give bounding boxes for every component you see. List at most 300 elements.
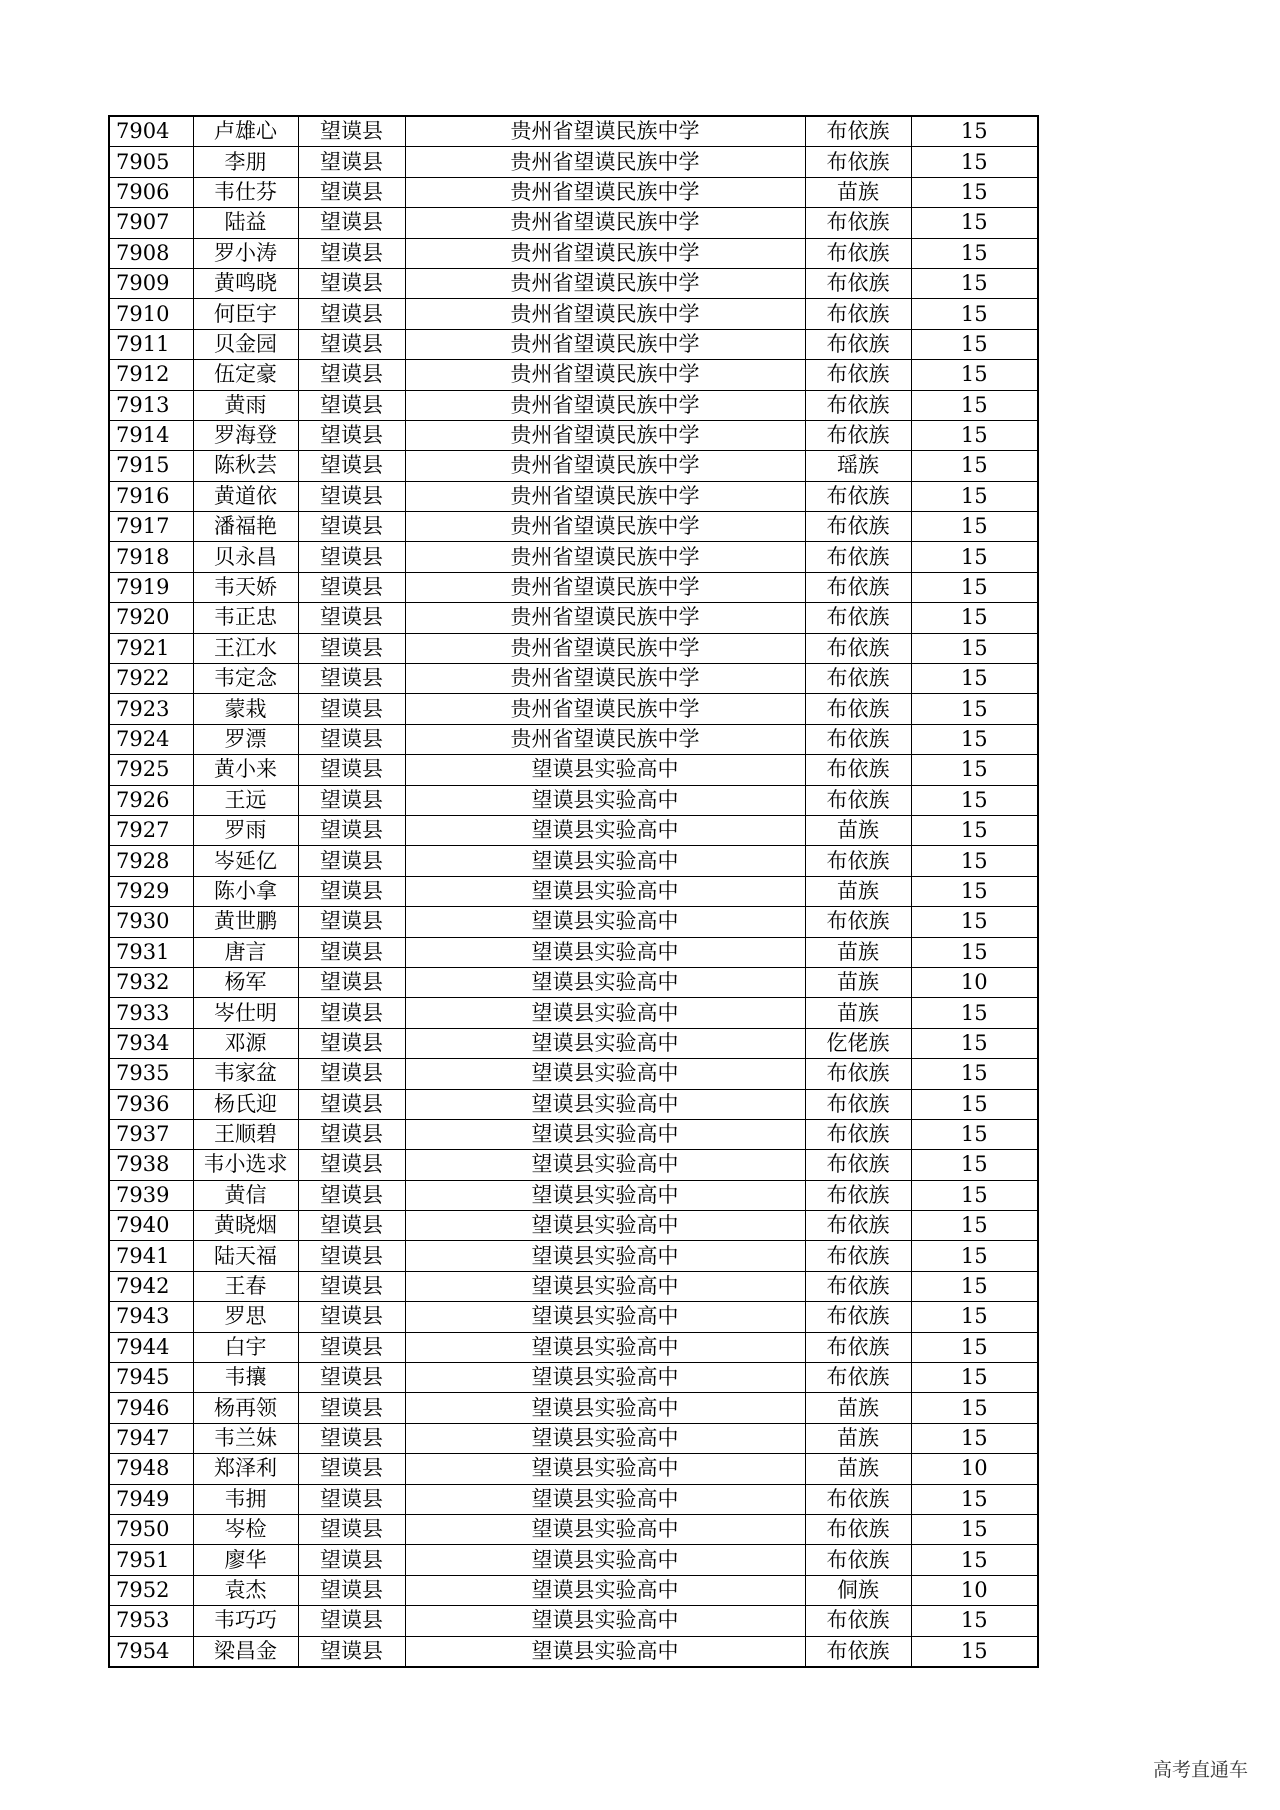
candidate-table-body [109,116,1038,1667]
school-cell: 望谟县实验高中 [405,1180,805,1210]
county-cell: 望谟县 [298,1575,405,1605]
candidate-id-cell: 7949 [109,1484,193,1514]
table-row [109,967,1038,997]
name-cell: 唐言 [193,937,298,967]
table-row [109,1606,1038,1636]
points-cell: 15 [911,1332,1038,1362]
table-row [109,785,1038,815]
ethnicity-cell: 布依族 [805,1241,911,1271]
name-cell: 白宇 [193,1332,298,1362]
ethnicity-cell: 布依族 [805,268,911,298]
points-cell: 15 [911,1423,1038,1453]
candidate-table [108,115,1039,1668]
points-cell: 15 [911,238,1038,268]
candidate-id-cell: 7925 [109,755,193,785]
candidate-id-cell: 7915 [109,451,193,481]
candidate-id-cell: 7939 [109,1180,193,1210]
points-cell: 15 [911,603,1038,633]
county-cell: 望谟县 [298,1180,405,1210]
ethnicity-cell: 布依族 [805,755,911,785]
table-row [109,238,1038,268]
table-row [109,876,1038,906]
points-cell: 15 [911,542,1038,572]
points-cell: 15 [911,633,1038,663]
school-cell: 望谟县实验高中 [405,1636,805,1667]
points-cell: 15 [911,876,1038,906]
candidate-id-cell: 7935 [109,1059,193,1089]
table-row [109,542,1038,572]
school-cell: 望谟县实验高中 [405,967,805,997]
ethnicity-cell: 瑶族 [805,451,911,481]
county-cell: 望谟县 [298,664,405,694]
table-row [109,116,1038,147]
candidate-id-cell: 7923 [109,694,193,724]
points-cell: 15 [911,1211,1038,1241]
table-row [109,420,1038,450]
school-cell: 贵州省望谟民族中学 [405,208,805,238]
candidate-id-cell: 7947 [109,1423,193,1453]
points-cell: 15 [911,268,1038,298]
table-row [109,1636,1038,1667]
watermark-text: 高考直通车 [1152,1759,1248,1781]
candidate-id-cell: 7922 [109,664,193,694]
candidate-id-cell: 7917 [109,512,193,542]
candidate-id-cell: 7952 [109,1575,193,1605]
school-cell: 贵州省望谟民族中学 [405,360,805,390]
school-cell: 贵州省望谟民族中学 [405,542,805,572]
candidate-id-cell: 7927 [109,815,193,845]
candidate-id-cell: 7943 [109,1302,193,1332]
ethnicity-cell: 布依族 [805,907,911,937]
county-cell: 望谟县 [298,876,405,906]
ethnicity-cell: 布依族 [805,785,911,815]
name-cell: 韦攘 [193,1363,298,1393]
points-cell: 15 [911,208,1038,238]
county-cell: 望谟县 [298,208,405,238]
school-cell: 望谟县实验高中 [405,1606,805,1636]
candidate-id-cell: 7908 [109,238,193,268]
ethnicity-cell: 布依族 [805,1119,911,1149]
name-cell: 王江水 [193,633,298,663]
points-cell: 15 [911,390,1038,420]
points-cell: 15 [911,694,1038,724]
name-cell: 岑延亿 [193,846,298,876]
name-cell: 罗小涛 [193,238,298,268]
points-cell: 15 [911,329,1038,359]
candidate-id-cell: 7942 [109,1271,193,1301]
candidate-id-cell: 7953 [109,1606,193,1636]
school-cell: 望谟县实验高中 [405,1363,805,1393]
ethnicity-cell: 布依族 [805,299,911,329]
county-cell: 望谟县 [298,1211,405,1241]
candidate-id-cell: 7919 [109,572,193,602]
table-row [109,390,1038,420]
school-cell: 望谟县实验高中 [405,876,805,906]
ethnicity-cell: 苗族 [805,937,911,967]
school-cell: 望谟县实验高中 [405,755,805,785]
table-row [109,299,1038,329]
name-cell: 王远 [193,785,298,815]
ethnicity-cell: 布依族 [805,1271,911,1301]
county-cell: 望谟县 [298,967,405,997]
candidate-id-cell: 7944 [109,1332,193,1362]
points-cell: 15 [911,1059,1038,1089]
table-row [109,1180,1038,1210]
name-cell: 岑仕明 [193,998,298,1028]
table-row [109,846,1038,876]
school-cell: 望谟县实验高中 [405,907,805,937]
name-cell: 李朋 [193,147,298,177]
county-cell: 望谟县 [298,785,405,815]
table-row [109,1271,1038,1301]
ethnicity-cell: 苗族 [805,815,911,845]
school-cell: 贵州省望谟民族中学 [405,481,805,511]
school-cell: 贵州省望谟民族中学 [405,724,805,754]
candidate-id-cell: 7937 [109,1119,193,1149]
table-row [109,1363,1038,1393]
ethnicity-cell: 布依族 [805,1211,911,1241]
table-row [109,1028,1038,1058]
ethnicity-cell: 布依族 [805,390,911,420]
county-cell: 望谟县 [298,1363,405,1393]
county-cell: 望谟县 [298,177,405,207]
county-cell: 望谟县 [298,633,405,663]
county-cell: 望谟县 [298,572,405,602]
candidate-id-cell: 7914 [109,420,193,450]
candidate-id-cell: 7950 [109,1514,193,1544]
name-cell: 韦兰妹 [193,1423,298,1453]
ethnicity-cell: 布依族 [805,1363,911,1393]
county-cell: 望谟县 [298,451,405,481]
county-cell: 望谟县 [298,147,405,177]
school-cell: 望谟县实验高中 [405,1028,805,1058]
county-cell: 望谟县 [298,1089,405,1119]
school-cell: 望谟县实验高中 [405,1393,805,1423]
ethnicity-cell: 布依族 [805,1089,911,1119]
county-cell: 望谟县 [298,1059,405,1089]
table-row [109,1575,1038,1605]
name-cell: 黄道依 [193,481,298,511]
school-cell: 贵州省望谟民族中学 [405,177,805,207]
school-cell: 望谟县实验高中 [405,815,805,845]
school-cell: 贵州省望谟民族中学 [405,420,805,450]
ethnicity-cell: 布依族 [805,1514,911,1544]
candidate-id-cell: 7954 [109,1636,193,1667]
ethnicity-cell: 布依族 [805,1606,911,1636]
county-cell: 望谟县 [298,116,405,147]
points-cell: 15 [911,937,1038,967]
table-row [109,1059,1038,1089]
ethnicity-cell: 布依族 [805,1302,911,1332]
county-cell: 望谟县 [298,907,405,937]
school-cell: 望谟县实验高中 [405,1059,805,1089]
table-row [109,1393,1038,1423]
points-cell: 15 [911,512,1038,542]
county-cell: 望谟县 [298,937,405,967]
name-cell: 韦正忠 [193,603,298,633]
table-row [109,694,1038,724]
name-cell: 卢雄心 [193,116,298,147]
table-row [109,1514,1038,1544]
county-cell: 望谟县 [298,268,405,298]
county-cell: 望谟县 [298,1484,405,1514]
name-cell: 王春 [193,1271,298,1301]
candidate-id-cell: 7933 [109,998,193,1028]
ethnicity-cell: 布依族 [805,664,911,694]
school-cell: 望谟县实验高中 [405,1150,805,1180]
name-cell: 岑检 [193,1514,298,1544]
name-cell: 梁昌金 [193,1636,298,1667]
table-row [109,1545,1038,1575]
school-cell: 望谟县实验高中 [405,1302,805,1332]
name-cell: 何臣宇 [193,299,298,329]
points-cell: 15 [911,755,1038,785]
points-cell: 15 [911,1484,1038,1514]
points-cell: 15 [911,1089,1038,1119]
table-row [109,1454,1038,1484]
name-cell: 黄鸣晓 [193,268,298,298]
name-cell: 罗思 [193,1302,298,1332]
points-cell: 15 [911,177,1038,207]
ethnicity-cell: 苗族 [805,1454,911,1484]
county-cell: 望谟县 [298,512,405,542]
name-cell: 潘福艳 [193,512,298,542]
county-cell: 望谟县 [298,694,405,724]
points-cell: 15 [911,481,1038,511]
ethnicity-cell: 布依族 [805,147,911,177]
name-cell: 廖华 [193,1545,298,1575]
ethnicity-cell: 苗族 [805,998,911,1028]
school-cell: 贵州省望谟民族中学 [405,512,805,542]
table-row [109,481,1038,511]
candidate-id-cell: 7920 [109,603,193,633]
county-cell: 望谟县 [298,1271,405,1301]
ethnicity-cell: 苗族 [805,967,911,997]
candidate-id-cell: 7936 [109,1089,193,1119]
county-cell: 望谟县 [298,603,405,633]
points-cell: 15 [911,1636,1038,1667]
county-cell: 望谟县 [298,299,405,329]
county-cell: 望谟县 [298,542,405,572]
points-cell: 15 [911,1271,1038,1301]
points-cell: 15 [911,815,1038,845]
table-row [109,1241,1038,1271]
county-cell: 望谟县 [298,1241,405,1271]
name-cell: 韦天娇 [193,572,298,602]
points-cell: 15 [911,1363,1038,1393]
ethnicity-cell: 布依族 [805,360,911,390]
school-cell: 望谟县实验高中 [405,937,805,967]
table-row [109,360,1038,390]
name-cell: 陈秋芸 [193,451,298,481]
points-cell: 15 [911,998,1038,1028]
points-cell: 15 [911,724,1038,754]
ethnicity-cell: 布依族 [805,633,911,663]
points-cell: 15 [911,907,1038,937]
points-cell: 15 [911,846,1038,876]
name-cell: 韦拥 [193,1484,298,1514]
candidate-id-cell: 7940 [109,1211,193,1241]
school-cell: 贵州省望谟民族中学 [405,299,805,329]
school-cell: 贵州省望谟民族中学 [405,633,805,663]
points-cell: 15 [911,116,1038,147]
county-cell: 望谟县 [298,815,405,845]
points-cell: 15 [911,1393,1038,1423]
table-row [109,907,1038,937]
ethnicity-cell: 苗族 [805,1423,911,1453]
ethnicity-cell: 布依族 [805,542,911,572]
school-cell: 贵州省望谟民族中学 [405,147,805,177]
name-cell: 陆天福 [193,1241,298,1271]
ethnicity-cell: 苗族 [805,876,911,906]
candidate-id-cell: 7932 [109,967,193,997]
candidate-id-cell: 7926 [109,785,193,815]
school-cell: 贵州省望谟民族中学 [405,116,805,147]
candidate-id-cell: 7938 [109,1150,193,1180]
table-row [109,268,1038,298]
points-cell: 15 [911,572,1038,602]
name-cell: 黄信 [193,1180,298,1210]
points-cell: 15 [911,1514,1038,1544]
name-cell: 郑泽利 [193,1454,298,1484]
county-cell: 望谟县 [298,360,405,390]
name-cell: 罗海登 [193,420,298,450]
candidate-id-cell: 7913 [109,390,193,420]
candidate-id-cell: 7905 [109,147,193,177]
points-cell: 15 [911,420,1038,450]
name-cell: 韦小选求 [193,1150,298,1180]
school-cell: 望谟县实验高中 [405,1575,805,1605]
table-row [109,1211,1038,1241]
name-cell: 杨氏迎 [193,1089,298,1119]
candidate-id-cell: 7911 [109,329,193,359]
points-cell: 15 [911,1545,1038,1575]
name-cell: 贝金园 [193,329,298,359]
table-row [109,998,1038,1028]
name-cell: 杨军 [193,967,298,997]
county-cell: 望谟县 [298,755,405,785]
points-cell: 15 [911,785,1038,815]
name-cell: 邓源 [193,1028,298,1058]
ethnicity-cell: 布依族 [805,208,911,238]
county-cell: 望谟县 [298,1514,405,1544]
table-row [109,1119,1038,1149]
points-cell: 15 [911,1241,1038,1271]
candidate-id-cell: 7909 [109,268,193,298]
school-cell: 望谟县实验高中 [405,1545,805,1575]
name-cell: 陆益 [193,208,298,238]
school-cell: 望谟县实验高中 [405,1454,805,1484]
ethnicity-cell: 布依族 [805,329,911,359]
table-row [109,1150,1038,1180]
name-cell: 黄世鹏 [193,907,298,937]
points-cell: 15 [911,664,1038,694]
table-row [109,1089,1038,1119]
candidate-id-cell: 7946 [109,1393,193,1423]
school-cell: 望谟县实验高中 [405,1241,805,1271]
table-row [109,664,1038,694]
table-row [109,208,1038,238]
name-cell: 袁杰 [193,1575,298,1605]
school-cell: 贵州省望谟民族中学 [405,603,805,633]
table-row [109,512,1038,542]
ethnicity-cell: 侗族 [805,1575,911,1605]
county-cell: 望谟县 [298,1150,405,1180]
ethnicity-cell: 布依族 [805,846,911,876]
school-cell: 望谟县实验高中 [405,1484,805,1514]
points-cell: 15 [911,299,1038,329]
school-cell: 贵州省望谟民族中学 [405,268,805,298]
school-cell: 望谟县实验高中 [405,1211,805,1241]
table-row [109,603,1038,633]
ethnicity-cell: 布依族 [805,1484,911,1514]
name-cell: 蒙栽 [193,694,298,724]
candidate-id-cell: 7941 [109,1241,193,1271]
points-cell: 10 [911,1454,1038,1484]
ethnicity-cell: 布依族 [805,1059,911,1089]
table-row [109,633,1038,663]
table-row [109,815,1038,845]
county-cell: 望谟县 [298,1302,405,1332]
candidate-id-cell: 7929 [109,876,193,906]
school-cell: 望谟县实验高中 [405,1271,805,1301]
ethnicity-cell: 布依族 [805,1545,911,1575]
points-cell: 15 [911,1302,1038,1332]
candidate-id-cell: 7948 [109,1454,193,1484]
points-cell: 15 [911,360,1038,390]
candidate-id-cell: 7921 [109,633,193,663]
county-cell: 望谟县 [298,1393,405,1423]
school-cell: 贵州省望谟民族中学 [405,329,805,359]
candidate-id-cell: 7928 [109,846,193,876]
points-cell: 10 [911,967,1038,997]
ethnicity-cell: 苗族 [805,1393,911,1423]
county-cell: 望谟县 [298,329,405,359]
candidate-id-cell: 7930 [109,907,193,937]
table-row [109,755,1038,785]
ethnicity-cell: 布依族 [805,1180,911,1210]
school-cell: 望谟县实验高中 [405,785,805,815]
name-cell: 陈小拿 [193,876,298,906]
name-cell: 韦定念 [193,664,298,694]
ethnicity-cell: 布依族 [805,116,911,147]
ethnicity-cell: 布依族 [805,1332,911,1362]
table-row [109,329,1038,359]
name-cell: 韦仕芬 [193,177,298,207]
school-cell: 贵州省望谟民族中学 [405,694,805,724]
county-cell: 望谟县 [298,1332,405,1362]
points-cell: 15 [911,1119,1038,1149]
school-cell: 贵州省望谟民族中学 [405,390,805,420]
name-cell: 黄晓烟 [193,1211,298,1241]
ethnicity-cell: 布依族 [805,420,911,450]
candidate-id-cell: 7916 [109,481,193,511]
county-cell: 望谟县 [298,1606,405,1636]
name-cell: 贝永昌 [193,542,298,572]
county-cell: 望谟县 [298,1028,405,1058]
school-cell: 望谟县实验高中 [405,1089,805,1119]
school-cell: 望谟县实验高中 [405,846,805,876]
ethnicity-cell: 布依族 [805,512,911,542]
county-cell: 望谟县 [298,846,405,876]
school-cell: 望谟县实验高中 [405,1514,805,1544]
table-row [109,451,1038,481]
ethnicity-cell: 布依族 [805,481,911,511]
ethnicity-cell: 布依族 [805,603,911,633]
candidate-id-cell: 7907 [109,208,193,238]
name-cell: 罗漂 [193,724,298,754]
points-cell: 15 [911,1180,1038,1210]
